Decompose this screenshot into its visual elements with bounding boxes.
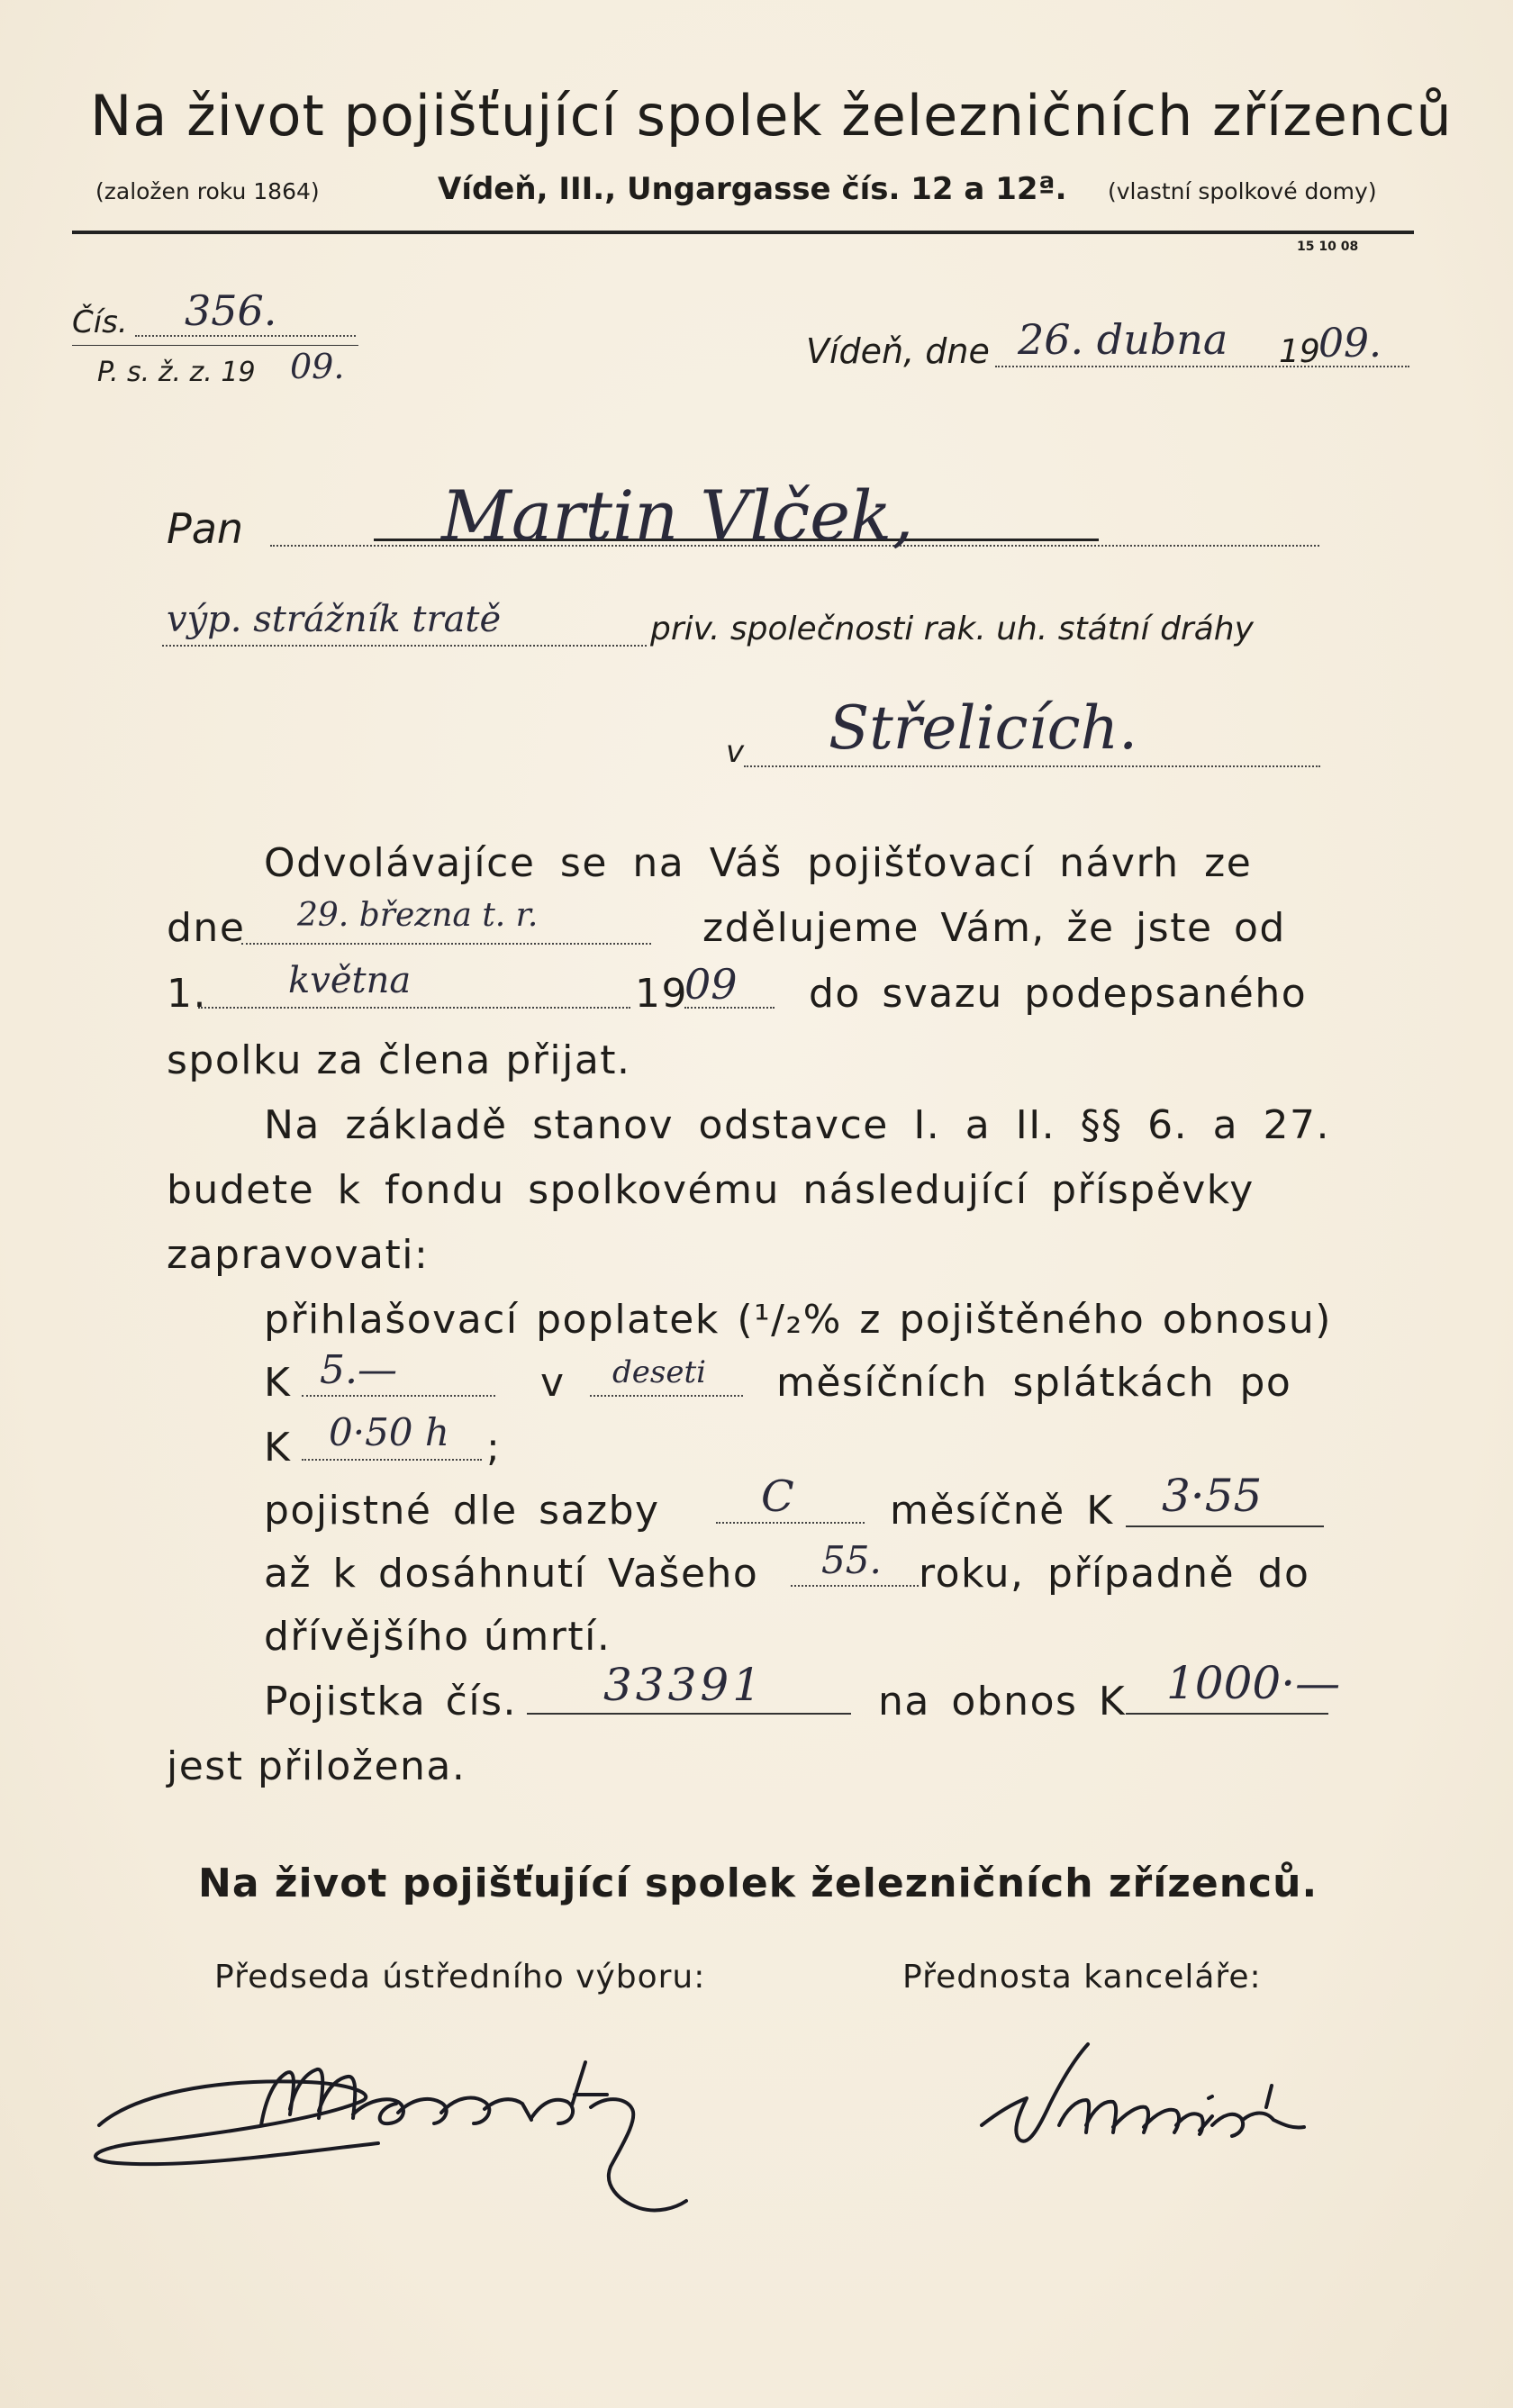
place-line (744, 765, 1320, 767)
footer-society: Na život pojišťující spolek železničních zřízenců. (198, 1860, 1318, 1906)
fee-rate: 0·50 h (329, 1410, 449, 1454)
p1-month-line (198, 1007, 630, 1009)
policy-label: Pojistka čís. (264, 1679, 517, 1725)
society-address: Vídeň, III., Ungargasse čís. 12 a 12ª. (438, 171, 1067, 207)
pan-label: Pan (167, 504, 244, 553)
premium-label: pojistné dle sazby (264, 1488, 660, 1534)
policy-number-line (527, 1713, 851, 1715)
header-rule (72, 231, 1414, 234)
policy-line2: jest přiložena. (167, 1743, 467, 1789)
age-line2: dřívějšího úmrtí. (264, 1614, 612, 1660)
p1-line2-rest: zdělujeme Vám, že jste od (702, 905, 1286, 951)
p1-start-month: května (288, 960, 412, 1001)
houses-note: (vlastní spolkové domy) (1108, 178, 1377, 204)
age-value: 55. (821, 1538, 882, 1582)
society-title: Na život pojišťující spolek železničních zřízenců (90, 83, 1453, 149)
fee-k2-label: K (264, 1425, 292, 1471)
premium-amount: 3·55 (1162, 1470, 1263, 1522)
recipient-place: Střelicích. (829, 693, 1138, 763)
age-line (791, 1585, 919, 1587)
fee-installments: deseti (612, 1354, 706, 1390)
fee-amount: 5.— (320, 1347, 397, 1393)
fee-v-label: v (540, 1360, 566, 1406)
fee-k-label: K (264, 1360, 292, 1406)
fee-amount-line (302, 1395, 495, 1397)
cis-label: Čís. (72, 304, 128, 340)
v-label: v (726, 734, 745, 770)
p1-application-date: 29. března t. r. (297, 897, 539, 934)
recipient-occupation: výp. strážník tratě (167, 599, 502, 640)
founded-note: (založen roku 1864) (95, 178, 320, 204)
fee-rate-line (302, 1459, 482, 1461)
office-head-title: Přednosta kanceláře: (902, 1959, 1262, 1996)
date-day-month: 26. dubna (1018, 315, 1228, 364)
fee-semicolon: ; (486, 1425, 502, 1471)
p1-date-dotline (241, 943, 651, 945)
date-year-suffix: 09. (1318, 321, 1382, 367)
cis-value: 356. (185, 286, 277, 335)
fee-count-line (590, 1395, 743, 1397)
premium-monthly-label: měsíčně K (890, 1488, 1114, 1534)
age-line-rest: roku, případně do (919, 1551, 1310, 1597)
date-year-prefix: 19 (1279, 333, 1320, 370)
p1-dne: dne (167, 905, 246, 951)
policy-amount-label: na obnos K (878, 1679, 1127, 1725)
fee-line2-rest: měsíčních splátkách po (776, 1360, 1292, 1406)
policy-number: 33391 (603, 1659, 766, 1711)
p1-one: 1. (167, 971, 207, 1017)
policy-amount: 1000·— (1166, 1657, 1341, 1709)
pszz-value: 09. (290, 347, 345, 386)
p2-line2: budete k fondu spolkovému následující příspěvky (167, 1167, 1255, 1213)
p1-year-prefix: 19 (635, 971, 688, 1017)
p2-line3: zapravovati: (167, 1232, 430, 1278)
premium-amount-line (1126, 1525, 1324, 1527)
chairman-signature (81, 2008, 693, 2224)
p2-line1: Na základě stanov odstavce I. a II. §§ 6. a 27. (264, 1102, 1331, 1148)
date-label: Vídeň, dne (806, 331, 990, 371)
pszz-label: P. s. ž. z. 19 (97, 357, 256, 388)
p1-year-line (684, 1007, 775, 1009)
age-label: až k dosáhnutí Vašeho (264, 1551, 759, 1597)
premium-tariff: C (761, 1471, 794, 1522)
p1-line3-rest: do svazu podepsaného (809, 971, 1308, 1017)
fee-line1: přihlašovací poplatek (¹/₂% z pojištěného obnosu) (264, 1297, 1332, 1343)
print-code: 15 10 08 (1297, 240, 1359, 254)
chairman-title: Předseda ústředního výboru: (214, 1959, 706, 1996)
policy-amount-line (1126, 1713, 1328, 1715)
p1-line1: Odvolávajíce se na Váš pojišťovací návrh ze (264, 840, 1253, 886)
office-head-signature (973, 2026, 1315, 2170)
recipient-name: Martin Vlček, (441, 475, 914, 556)
p1-start-year: 09 (684, 960, 738, 1009)
cis-line (135, 335, 356, 337)
reference-rule (72, 345, 358, 346)
company-name: priv. společnosti rak. uh. státní dráhy (650, 611, 1254, 647)
p1-line4: spolku za člena přijat. (167, 1037, 631, 1083)
occupation-line (162, 645, 647, 647)
premium-tariff-line (716, 1522, 865, 1524)
